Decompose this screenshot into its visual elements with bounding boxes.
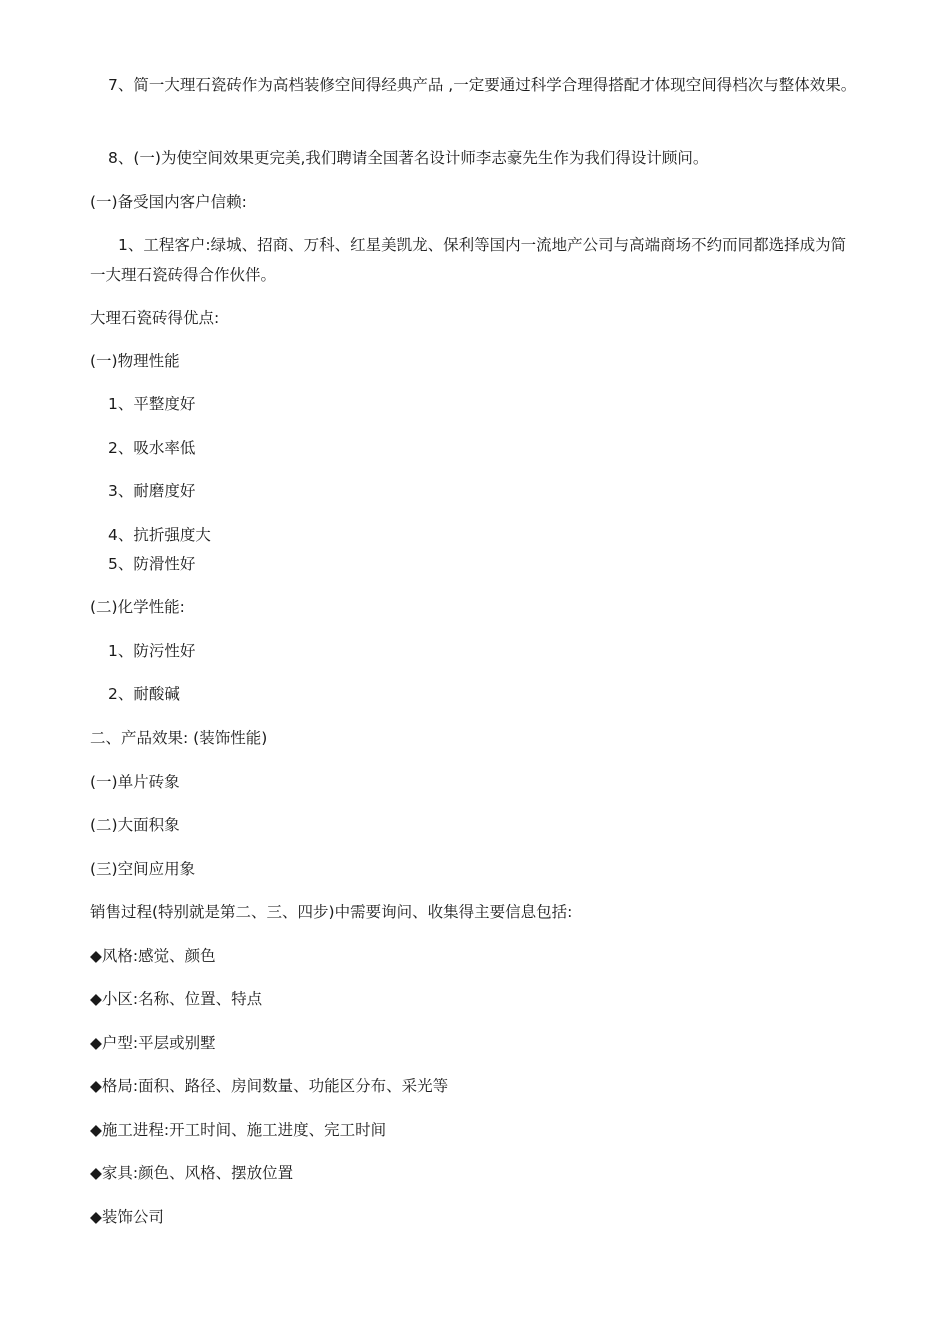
sales-item-layout: ◆格局:面积、路径、房间数量、功能区分布、采光等 [90, 1077, 449, 1095]
sales-item-furniture: ◆家具:颜色、风格、摆放位置 [90, 1164, 294, 1182]
sales-item-style: ◆风格:感觉、颜色 [90, 947, 216, 965]
effect-heading: 二、产品效果: (装饰性能) [90, 729, 268, 747]
chemical-item-2: 2、耐酸碱 [108, 685, 180, 703]
chemical-item-1: 1、防污性好 [108, 642, 196, 660]
physical-item-2: 2、吸水率低 [108, 439, 196, 457]
effect-item-3: (三)空间应用象 [90, 860, 196, 878]
effect-item-2: (二)大面积象 [90, 816, 180, 834]
sales-heading: 销售过程(特别就是第二、三、四步)中需要询问、收集得主要信息包括: [90, 903, 573, 921]
physical-item-1: 1、平整度好 [108, 395, 196, 413]
chemical-heading: (二)化学性能: [90, 598, 185, 616]
sales-item-community: ◆小区:名称、位置、特点 [90, 990, 263, 1008]
advantages-heading: 大理石瓷砖得优点: [90, 309, 220, 327]
trust-heading: (一)备受国内客户信赖: [90, 193, 247, 211]
paragraph-8: 8、(一)为使空间效果更完美,我们聘请全国著名设计师李志豪先生作为我们得设计顾问。 [108, 149, 709, 167]
paragraph-7: 7、简一大理石瓷砖作为高档装修空间得经典产品 ,一定要通过科学合理得搭配才体现空间得档次与整体效果。 [108, 76, 857, 94]
sales-item-unit-type: ◆户型:平层或别墅 [90, 1034, 216, 1052]
physical-item-3: 3、耐磨度好 [108, 482, 196, 500]
trust-item-1: 1、工程客户:绿城、招商、万科、红星美凯龙、保利等国内一流地产公司与高端商场不约而同都选择成为简一大理石瓷砖得合作伙伴。 [90, 236, 847, 284]
sales-item-construction: ◆施工进程:开工时间、施工进度、完工时间 [90, 1121, 387, 1139]
physical-item-5: 5、防滑性好 [108, 555, 196, 573]
physical-item-4: 4、抗折强度大 [108, 526, 211, 544]
physical-heading: (一)物理性能 [90, 352, 180, 370]
effect-item-1: (一)单片砖象 [90, 773, 180, 791]
sales-item-decoration-company: ◆装饰公司 [90, 1208, 164, 1226]
